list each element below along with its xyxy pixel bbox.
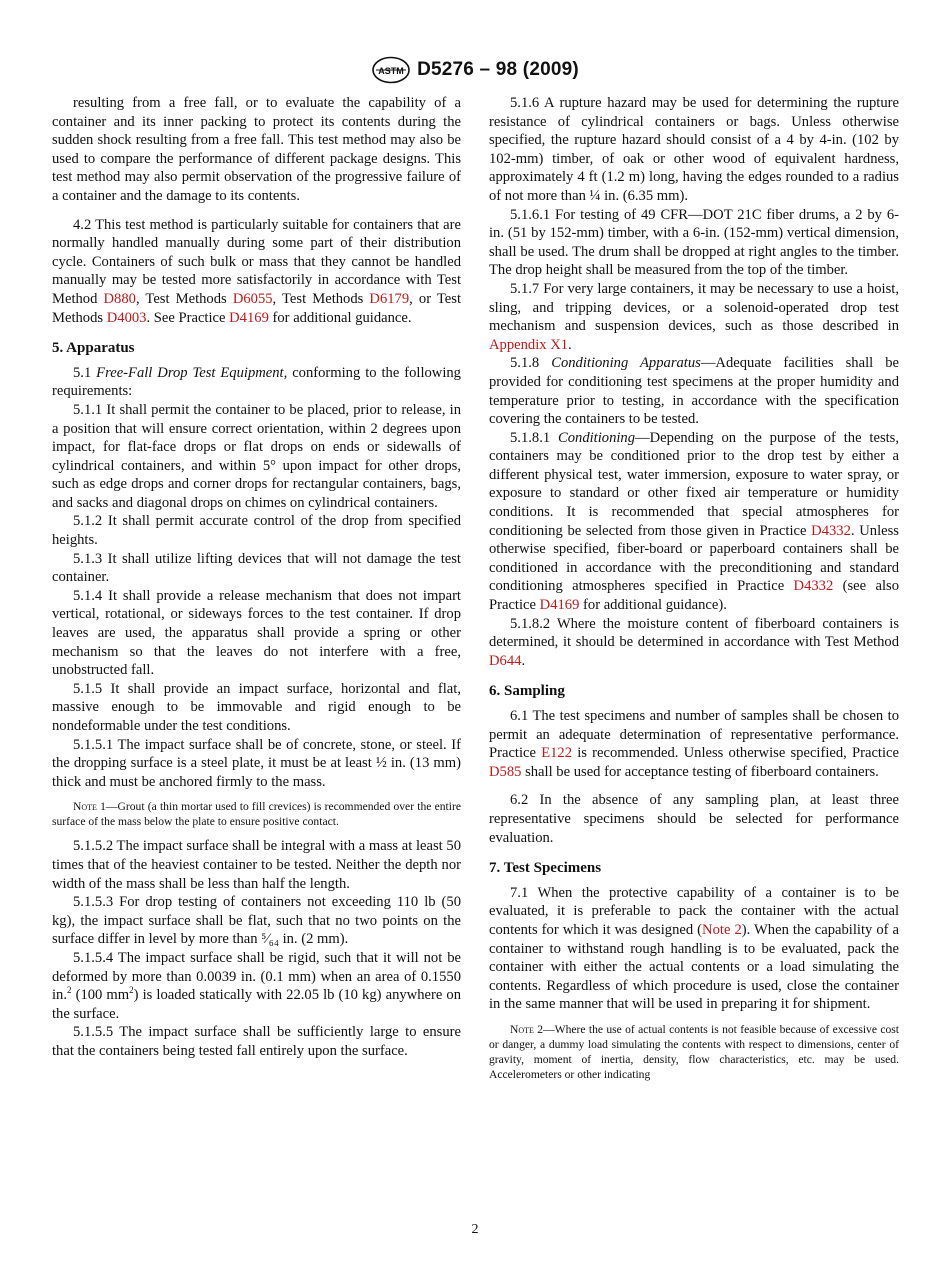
document-designation: D5276 – 98 (2009) — [417, 59, 579, 80]
paragraph-7-1: 7.1 When the protective capability of a container is to be evaluated, it is preferable to pack the container with the actual contents for which it was designed (Note 2). When the capability of a container to withstand rough handling is to be evaluated, pack the container with either the actual contents or a load simulating the contents. Regardless of which procedure is used, close the container in the same manner that will be used in preparing it for shipment. — [489, 884, 899, 1013]
ref-d6055-link[interactable]: D6055 — [232, 290, 273, 307]
section-heading-sampling: 6. Sampling — [489, 683, 565, 700]
astm-logo-text: ASTM — [378, 66, 404, 76]
ref-d880-link[interactable]: D880 — [103, 290, 136, 307]
paragraph-5-1-7: 5.1.7 For very large containers, it may be necessary to use a hoist, sling, and tripping devices, or a solenoid-operated drop test mechanism and suspension devices, such as those described in Appendix X1. — [489, 280, 899, 353]
astm-logo-icon — [371, 56, 411, 84]
paragraph-5-1-8-1: 5.1.8.1 Conditioning—Depending on the purpose of the tests, containers may be conditioned prior to the drop test by either a different physical test, water immersion, exposure to water spray, or exposure to standard or other fixed air temperature or humidity conditions. It is recommended that special atmospheres for conditioning be selected from those given in Practice D4332. Unless otherwise specified, fiber-board or paperboard containers shall be conditioned in accordance with the preconditioning and standard conditioning atmospheres specified in Practice D4332 (see also Practice D4169 for additional guidance). — [489, 429, 900, 614]
ref-d4169-link[interactable]: D4169 — [229, 309, 269, 326]
paragraph-5-1-5-5: 5.1.5.5 The impact surface shall be sufficiently large to ensure that the containers being tested fall entirely upon the surface. — [52, 1024, 461, 1059]
paragraph-5-1-5: 5.1.5 It shall provide an impact surface, horizontal and flat, massive enough to be immovable and rigid enough to be nondeformable under the test conditions. — [52, 680, 461, 734]
section-heading-test-specimens: 7. Test Specimens — [489, 860, 602, 877]
paragraph-5-1: 5.1 Free-Fall Drop Test Equipment, conforming to the following requirements: — [52, 364, 461, 400]
paragraph-5-1-5-2: 5.1.5.2 The impact surface shall be integral with a mass at least 50 times that of the heaviest container to be tested. Neither the depth nor width of the mass shall be less than half the length. — [52, 838, 461, 892]
note-1: Note 1—Grout (a thin mortar used to fill crevices) is recommended over the entire surface of the mass below the plate to ensure positive contact. — [52, 800, 461, 829]
page-number: 2 — [471, 1222, 479, 1237]
paragraph-5-1-5-3: 5.1.5.3 For drop testing of containers not exceeding 110 lb (50 kg), the impact surface shall be flat, such that no two points on the surface differ in level by more than ⁵⁄₆₄ in. (2 mm). — [52, 894, 461, 948]
paragraph-5-1-3: 5.1.3 It shall utilize lifting devices that will not damage the test container. — [52, 550, 461, 586]
paragraph-5-1-4: 5.1.4 It shall provide a release mechanism that does not impart vertical, rotational, or sideways forces to the test container. If drop leaves are used, the apparatus shall provide a spring or other mechanism so that the leaves do not interfere with a free, unobstructed fall. — [52, 587, 461, 679]
ref-d4003-link[interactable]: D4003 — [106, 309, 147, 326]
paragraph-5-1-5-1: 5.1.5.1 The impact surface shall be of concrete, stone, or steel. If the dropping surface is a steel plate, it must be at least ½ in. (13 mm) thick and must be anchored firmly to the mass. — [52, 736, 461, 790]
ref-d6179-link[interactable]: D6179 — [369, 290, 410, 307]
section-heading-apparatus: 5. Apparatus — [52, 340, 135, 357]
right-column — [489, 94, 899, 1090]
paragraph-5-1-8-2: 5.1.8.2 Where the moisture content of fiberboard containers is determined, it should be determined in accordance with Test Method D644. — [489, 615, 899, 669]
ref-d4332-link[interactable]: D4332 — [811, 522, 851, 539]
paragraph-5-1-1: 5.1.1 It shall permit the container to be placed, prior to release, in a position that will ensure correct orientation, within 2 degrees upon impact, for flat-face drops or flat drops on ends or sidewalls of cylindrical containers, and within 5° upon impact for other drops, such as edge drops and corner drops for rectangular containers, bags, and sacks and diagonal drops on chimes on cylindrical containers. — [52, 401, 461, 511]
ref-d4332-link-2[interactable]: D4332 — [793, 578, 834, 595]
paragraph-4-1-continued: resulting from a free fall, or to evaluate the capability of a container and its inner packing to protect its contents during the sudden shock resulting from a free fall. This test method may also be used to compare the performance of different package designs. This test method may also permit observation of the progressive failure of a container and the damage to its contents. — [52, 95, 461, 204]
paragraph-5-1-2: 5.1.2 It shall permit accurate control of the drop from specified heights. — [52, 513, 461, 549]
ref-d585-link[interactable]: D585 — [489, 763, 522, 780]
paragraph-5-1-8: 5.1.8 Conditioning Apparatus—Adequate facilities shall be provided for conditioning test specimens at the proper humidity and temperature prior to testing, in accordance with the specification covering the containers to be tested. — [489, 355, 899, 428]
ref-appendix-x1-link[interactable]: Appendix X1 — [489, 336, 569, 353]
paragraph-4-2: 4.2 This test method is particularly suitable for containers that are normally handled manually during some part of their distribution cycle. Containers of such bulk or mass that they cannot be handled manually may be tested more satisfactorily in accordance with Test Method D880, Test Methods D6055, Test Methods D6179, or Test Methods D4003. See Practice D4169 for additional guidance. — [52, 216, 462, 326]
ref-d644-link[interactable]: D644 — [489, 652, 522, 669]
left-column — [52, 94, 461, 1061]
paragraph-5-1-6-1: 5.1.6.1 For testing of 49 CFR—DOT 21C fiber drums, a 2 by 6-in. (51 by 152-mm) timber, with a 6-in. (152-mm) vertical dimension, shall be used. The drum shall be dropped at right angles to the timber. The drop height shall be measured from the top of the timber. — [489, 206, 899, 279]
paragraph-6-1: 6.1 The test specimens and number of samples shall be chosen to permit an adequate determination of representative performance. Practice E122 is recommended. Unless otherwise specified, Practice D585 shall be used for acceptance testing of fiberboard containers. — [489, 708, 899, 780]
paragraph-5-1-6: 5.1.6 A rupture hazard may be used for determining the rupture resistance of cylindrical containers or bags. Unless otherwise specified, the rupture hazard should consist of a 4 by 4-in. (102 by 102-mm) timber, of oak or other wood of equivalent hardness, approximately 4 ft (1.2 m) long, having the edges rounded to a radius of not more than ¼ in. (6.35 mm). — [489, 95, 899, 204]
ref-e122-link[interactable]: E122 — [541, 745, 573, 762]
ref-note-2-link[interactable]: Note 2 — [702, 921, 742, 938]
paragraph-6-2: 6.2 In the absence of any sampling plan, at least three representative specimens should be selected for performance evaluation. — [489, 792, 899, 846]
note-2: Note 2—Where the use of actual contents is not feasible because of excessive cost or danger, a dummy load simulating the contents with respect to dimensions, center of gravity, moment of inertia, density, flow characteristics, etc. may be used. Accelerometers or other indicating — [489, 1022, 899, 1081]
ref-d4169-link-2[interactable]: D4169 — [539, 597, 580, 614]
paragraph-5-1-5-4: 5.1.5.4 The impact surface shall be rigid, such that it will not be deformed by more than 0.0039 in. (0.1 mm) when an area of 0.1550 in.$^2$ (100 $mm^2$) is loaded statically with 22.05 lb (10 kg) anywhere on the surface. — [52, 949, 461, 1022]
page-header — [0, 56, 950, 84]
